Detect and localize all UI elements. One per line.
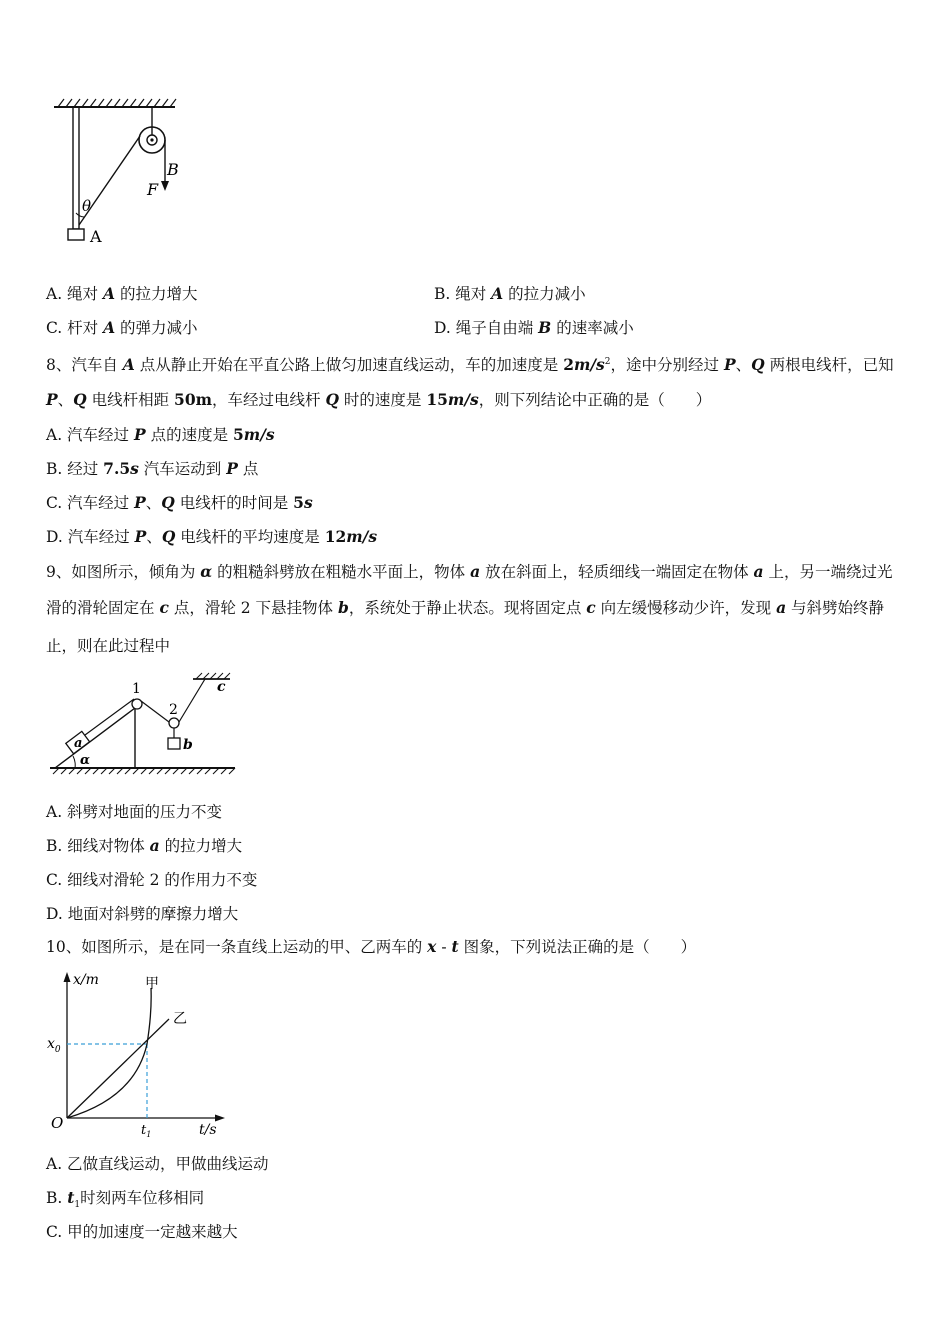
svg-text:t1: $t_1$: [141, 1123, 152, 1139]
xt-graph: [45, 968, 230, 1143]
svg-text:b: b: [183, 737, 193, 753]
block-A: [68, 229, 84, 240]
incline-pulley-figure: [45, 670, 245, 780]
svg-text:甲: 甲: [145, 976, 159, 992]
pulley-2: [169, 718, 179, 728]
pulley-rod-figure: [40, 95, 200, 265]
q9-option-a[interactable]: A. 斜劈对地面的压力不变: [46, 803, 223, 821]
svg-text:c: c: [217, 679, 226, 695]
q9-option-b[interactable]: B. 细线对物体 a 的拉力增大: [46, 836, 243, 855]
svg-text:1: 1: [132, 681, 141, 697]
q10-option-c[interactable]: C. 甲的加速度一定越来越大: [46, 1223, 238, 1241]
block-b: [168, 738, 180, 749]
curve-jia: [67, 988, 151, 1118]
q7-option-a[interactable]: A. 绳对 A 的拉力增大: [46, 284, 198, 303]
q8-option-d[interactable]: D. 汽车经过 P、Q 电线杆的平均速度是 12m/s: [46, 527, 378, 546]
pulley-1: [132, 699, 142, 709]
q10-option-b[interactable]: B. $t_1$时刻两车位移相同: [46, 1188, 205, 1211]
svg-text:t/s: t/s: [199, 1122, 217, 1138]
incline-surface: [55, 708, 135, 768]
svg-text:α: α: [80, 753, 91, 768]
q8-option-c[interactable]: C. 汽车经过 P、Q 电线杆的时间是 5s: [46, 493, 313, 512]
q8-stem-line2: P、Q 电线杆相距 50m，车经过电线杆 Q 时的速度是 15m/s，则下列结论中正确的是（ ）: [46, 390, 712, 409]
q8-option-a[interactable]: A. 汽车经过 P 点的速度是 5m/s: [46, 425, 275, 444]
q8-stem-line1: 8、汽车自 A 点从静止开始在平直公路上做匀加速直线运动，车的加速度是 $2m/s^2$，途中分别经过 P、Q 两根电线杆，已知: [46, 355, 894, 375]
q9-stem-line1: 9、如图所示，倾角为 α 的粗糙斜劈放在粗糙水平面上，物体 a 放在斜面上，轻质细线一端固定在物体 a 上，另一端绕过光: [46, 562, 893, 581]
q9-option-c[interactable]: C. 细线对滑轮 2 的作用力不变: [46, 871, 258, 889]
q9-stem-line3: 止，则在此过程中: [46, 637, 171, 655]
label-A: A: [90, 227, 102, 246]
label-theta: θ: [82, 197, 92, 215]
svg-text:2: 2: [169, 702, 178, 718]
q7-option-b[interactable]: B. 绳对 A 的拉力减小: [434, 284, 586, 303]
q7-option-c[interactable]: C. 杆对 A 的弹力减小: [46, 318, 198, 337]
q7-option-d[interactable]: D. 绳子自由端 B 的速率减小: [434, 318, 634, 337]
q10-option-a[interactable]: A. 乙做直线运动，甲做曲线运动: [46, 1155, 269, 1173]
svg-text:O: O: [51, 1114, 64, 1132]
q9-option-d[interactable]: D. 地面对斜劈的摩擦力增大: [46, 905, 239, 923]
q8-option-b[interactable]: B. 经过 7.5s 汽车运动到 P 点: [46, 459, 259, 478]
label-F: F: [147, 180, 159, 199]
svg-text:x0: $x_0$: [47, 1036, 61, 1055]
svg-text:x/m: x/m: [73, 972, 99, 988]
line-yi: [67, 1019, 169, 1118]
svg-text:乙: 乙: [173, 1011, 187, 1027]
q9-stem-line2: 滑的滑轮固定在 c 点，滑轮 2 下悬挂物体 b，系统处于静止状态。现将固定点 c 向左缓慢移动少许，发现 a 与斜劈始终静: [46, 598, 885, 617]
svg-text:a: a: [74, 736, 83, 751]
q10-stem: 10、如图所示，是在同一条直线上运动的甲、乙两车的 x - t 图象，下列说法正确的是（ ）: [46, 937, 697, 956]
label-B: B: [167, 160, 179, 179]
vertical-rod: [73, 107, 79, 229]
